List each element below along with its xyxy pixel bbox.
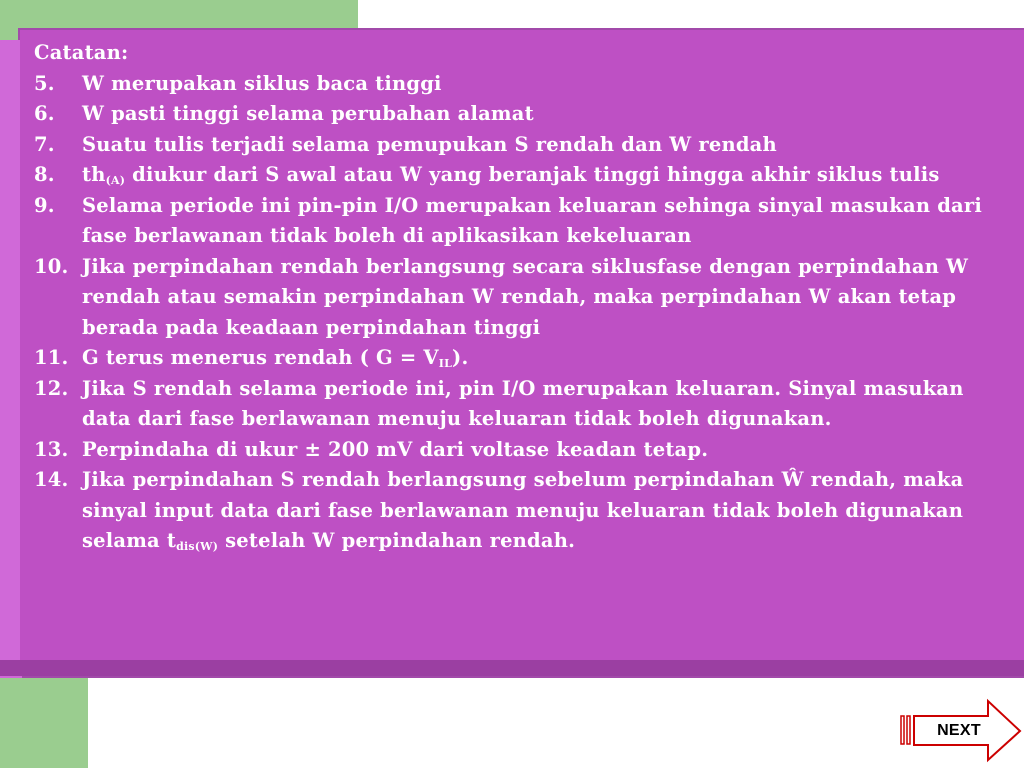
- note-text: G terus menerus rendah ( G = V: [82, 346, 439, 369]
- note-text: Suatu tulis terjadi selama pemupukan S rendah dan W rendah: [82, 132, 777, 156]
- note-item-10: [34, 252, 1014, 344]
- note-number: 13.: [34, 437, 69, 461]
- subscript: (A): [105, 174, 126, 187]
- panel-bottom-bevel: [0, 660, 1024, 676]
- note-item-13: [34, 435, 1014, 466]
- note-item-12: [34, 374, 1014, 435]
- panel-bevel: [0, 40, 22, 678]
- bottom-white-area: [88, 676, 1024, 768]
- note-item-9: [34, 191, 1014, 252]
- note-text-cont: setelah W perpindahan rendah.: [218, 529, 576, 552]
- note-text: Jika perpindahan rendah berlangsung secara siklusfase dengan perpindahan W rendah atau semakin perpindahan W rendah, maka perpindahan W akan tetap berada pada keadaan perpindahan tinggi: [82, 254, 969, 339]
- note-number: 5.: [34, 71, 55, 95]
- note-number: 7.: [34, 132, 55, 156]
- notes-content: [34, 38, 1014, 557]
- note-text: W pasti tinggi selama perubahan alamat: [82, 102, 534, 125]
- note-number: 6.: [34, 102, 55, 125]
- note-item-5: [34, 69, 1014, 100]
- note-number: 11.: [34, 346, 69, 369]
- note-text: Jika perpindahan S rendah berlangsung sebelum perpindahan Ŵ rendah, maka sinyal input data dari fase berlawanan menuju keluaran tidak boleh digunakan selama t: [82, 468, 964, 552]
- note-number: 9.: [34, 193, 55, 217]
- note-text: Perpindaha di ukur ± 200 mV dari voltase keadan tetap.: [82, 437, 709, 461]
- notes-list: [34, 69, 1014, 557]
- notes-heading: Catatan:: [34, 41, 129, 64]
- note-number: 10.: [34, 254, 69, 278]
- note-item-14: [34, 465, 1014, 557]
- note-text-cont: ).: [452, 346, 469, 369]
- next-label: NEXT: [937, 722, 981, 739]
- note-number: 12.: [34, 376, 69, 400]
- note-text-cont: diukur dari S awal atau W yang beranjak tinggi hingga akhir siklus tulis: [125, 163, 940, 186]
- note-item-6: [34, 99, 1014, 130]
- note-item-8: [34, 160, 1014, 191]
- note-text: W merupakan siklus baca tinggi: [82, 71, 442, 95]
- note-text: th: [82, 163, 106, 186]
- note-text: Jika S rendah selama periode ini, pin I/O merupakan keluaran. Sinyal masukan data dari fase berlawanan menuju keluaran tidak boleh digunakan.: [82, 376, 964, 430]
- subscript: dis(W): [176, 540, 219, 553]
- next-button[interactable]: [900, 698, 1024, 764]
- note-number: 8.: [34, 163, 55, 186]
- note-number: 14.: [34, 468, 69, 491]
- note-item-7: [34, 130, 1014, 161]
- subscript: IL: [438, 357, 453, 370]
- note-item-11: [34, 343, 1014, 374]
- note-text: Selama periode ini pin-pin I/O merupakan keluaran sehinga sinyal masukan dari fase berlawanan tidak boleh di aplikasikan kekeluaran: [82, 193, 982, 247]
